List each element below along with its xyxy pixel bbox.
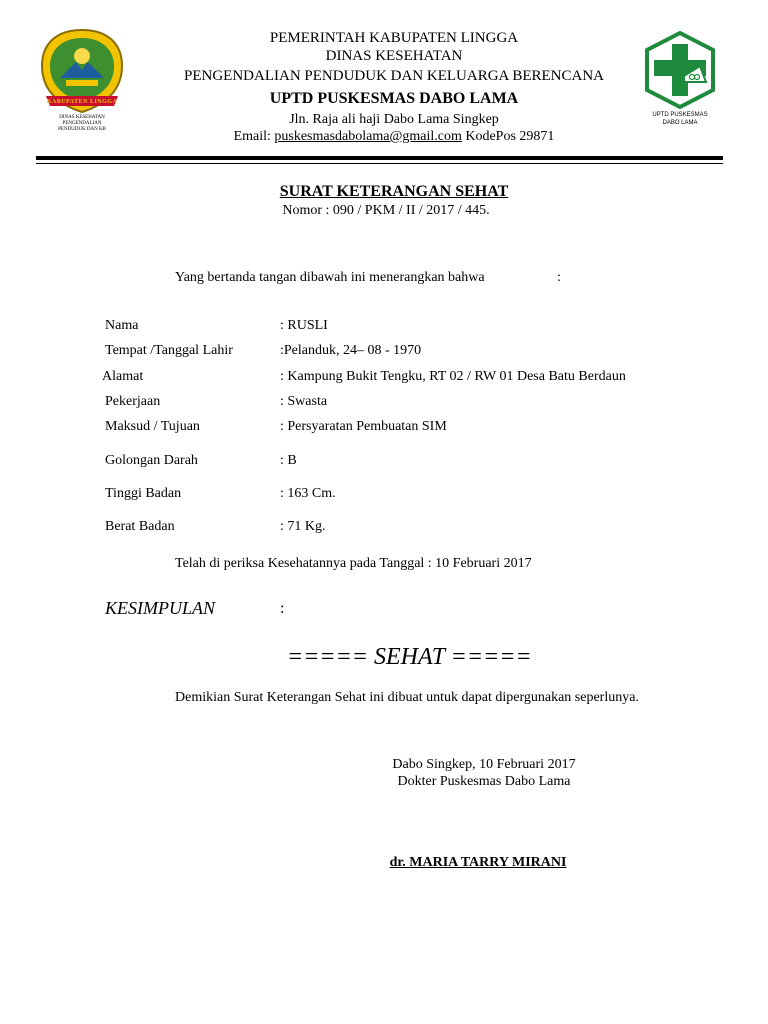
field-label-maksud: Maksud / Tujuan (105, 419, 200, 434)
header-line-government: PEMERINTAH KABUPATEN LINGGA (269, 30, 519, 46)
header-divider-thin (36, 163, 723, 164)
health-result: ===== SEHAT ===== (287, 644, 532, 670)
signer-name: dr. MARIA TARRY MIRANI (389, 855, 567, 870)
header-line-department: DINAS KESEHATAN (325, 48, 463, 64)
puskesmas-caption-2: DABO LAMA (662, 120, 698, 126)
conclusion-label: KESIMPULAN (105, 598, 215, 618)
field-label-alamat: Alamat (102, 369, 144, 384)
emblem-caption-2: PENGENDALIAN (62, 121, 102, 126)
field-label-tinggi-badan: Tinggi Badan (105, 486, 182, 501)
emblem-banner: KABUPATEN LINGGA (46, 99, 118, 105)
field-label-pekerjaan: Pekerjaan (105, 394, 161, 409)
field-label-golongan-darah: Golongan Darah (105, 453, 198, 468)
field-label-berat-badan: Berat Badan (105, 519, 175, 534)
examined-statement: Telah di periksa Kesehatannya pada Tanggal : 10 Februari 2017 (175, 556, 532, 571)
conclusion-colon: : (280, 600, 285, 617)
field-value-tinggi-badan: : 163 Cm. (280, 486, 336, 501)
intro-text: Yang bertanda tangan dibawah ini menerangkan bahwa (175, 270, 485, 285)
header-divider-thick (36, 156, 723, 160)
intro-colon: : (557, 270, 561, 285)
signer-title: Dokter Puskesmas Dabo Lama (397, 774, 571, 789)
email-link[interactable]: puskesmasdabolama@gmail.com (274, 129, 462, 144)
emblem-caption-1: DINAS KESEHATAN (59, 115, 105, 120)
place-date: Dabo Singkep, 10 Februari 2017 (392, 757, 576, 772)
document-title: SURAT KETERANGAN SEHAT (279, 183, 509, 200)
document-number: Nomor : 090 / PKM / II / 2017 / 445. (282, 203, 490, 218)
field-value-alamat: : Kampung Bukit Tengku, RT 02 / RW 01 Desa Batu Berdaun (280, 369, 626, 384)
header-address: Jln. Raja ali haji Dabo Lama Singkep (289, 112, 499, 127)
header-line-institution: UPTD PUSKESMAS DABO LAMA (269, 90, 519, 107)
puskesmas-caption-1: UPTD PUSKESMAS (652, 112, 708, 118)
field-label-nama: Nama (105, 318, 139, 333)
field-value-berat-badan: : 71 Kg. (280, 519, 326, 534)
email-label: Email: (233, 129, 271, 144)
field-value-nama: : RUSLI (280, 318, 328, 333)
field-value-ttl: :Pelanduk, 24– 08 - 1970 (280, 343, 422, 358)
header-line-division: PENGENDALIAN PENDUDUK DAN KELUARGA BERENCANA (184, 68, 604, 84)
postcode: KodePos 29871 (465, 129, 555, 144)
field-value-maksud: : Persyaratan Pembuatan SIM (280, 419, 447, 434)
closing-statement: Demikian Surat Keterangan Sehat ini dibuat untuk dapat dipergunakan seperlunya. (175, 690, 639, 705)
emblem-caption-3: PENDUDUK DAN KB (58, 127, 106, 132)
field-value-golongan-darah: : B (280, 453, 297, 468)
header-contact (150, 128, 638, 145)
field-label-ttl: Tempat /Tanggal Lahir (105, 343, 233, 358)
field-value-pekerjaan: : Swasta (280, 394, 328, 409)
